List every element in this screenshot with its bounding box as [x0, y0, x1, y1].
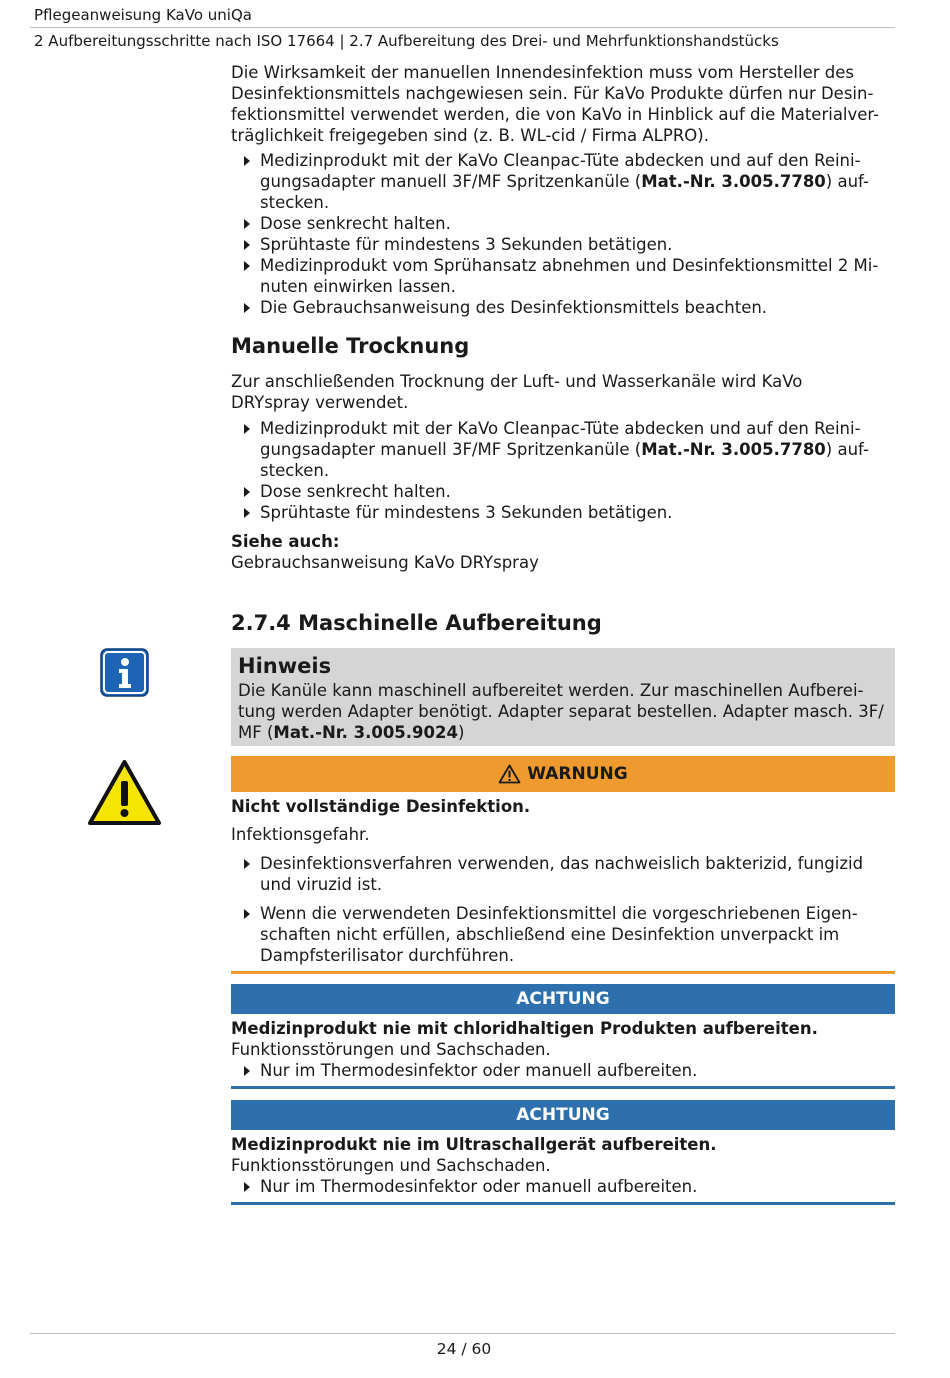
step-text: stecken.: [260, 193, 330, 212]
list-item: [231, 418, 895, 481]
intro-line: träglichkeit freigegeben sind (z. B. WL-cid / Firma ALPRO).: [231, 126, 709, 145]
caution-block-1: [231, 984, 895, 1089]
drying-line: DRYspray verwendet.: [231, 393, 409, 412]
hint-title: Hinweis: [238, 654, 332, 678]
list-item: [231, 481, 895, 502]
intro-line: Die Wirksamkeit der manuellen Innendesinfektion muss vom Hersteller des: [231, 63, 854, 82]
warning-bar: [231, 756, 895, 792]
caution-block-2: [231, 1100, 895, 1205]
step-text: Die Gebrauchsanweisung des Desinfektionsmittels beachten.: [260, 298, 768, 317]
step-text: und viruzid ist.: [260, 875, 383, 894]
intro-paragraph: [231, 62, 895, 146]
caution-end-rule: [231, 1202, 895, 1205]
drying-line: Zur anschließenden Trocknung der Luft- und Wasserkanäle wird KaVo: [231, 372, 803, 391]
step-text: ) auf-: [825, 440, 869, 459]
step-text: Dose senkrecht halten.: [260, 482, 451, 501]
document-title: Pflegeanweisung KaVo uniQa: [34, 6, 252, 24]
step-text: Medizinprodukt mit der KaVo Cleanpac-Tüte abdecken und auf den Reini-: [260, 151, 861, 170]
step-text: Nur im Thermodesinfektor oder manuell aufbereiten.: [260, 1177, 698, 1196]
caution-consequence: Funktionsstörungen und Sachschaden.: [231, 1040, 551, 1059]
warning-title: Nicht vollständige Desinfektion.: [231, 797, 531, 816]
footer-divider: [30, 1333, 895, 1334]
caution-label: ACHTUNG: [516, 989, 610, 1009]
drying-section: [231, 334, 895, 573]
machine-section-heading-wrap: [231, 611, 895, 635]
list-item: [231, 150, 895, 213]
drying-steps: [231, 418, 895, 523]
warning-steps: [231, 853, 895, 966]
hint-line: tung werden Adapter benötigt. Adapter separat bestellen. Adapter masch. 3F/: [238, 702, 884, 721]
step-text: Medizinprodukt mit der KaVo Cleanpac-Tüte abdecken und auf den Reini-: [260, 419, 861, 438]
hint-box: [231, 648, 895, 746]
step-text: Nur im Thermodesinfektor oder manuell aufbereiten.: [260, 1061, 698, 1080]
list-item: [231, 853, 895, 895]
caution-consequence: Funktionsstörungen und Sachschaden.: [231, 1156, 551, 1175]
intro-section: [231, 62, 895, 318]
list-item: [231, 1060, 895, 1081]
warning-triangle-icon: [87, 759, 162, 826]
list-item: [231, 213, 895, 234]
warning-end-rule: [231, 971, 895, 974]
warning-consequence: Infektionsgefahr.: [231, 825, 370, 844]
caution-end-rule: [231, 1086, 895, 1089]
step-text: Wenn die verwendeten Desinfektionsmittel die vorgeschriebenen Eigen-: [260, 904, 858, 923]
list-item: [231, 234, 895, 255]
warning-block: [231, 756, 895, 974]
drying-paragraph: [231, 371, 895, 413]
hint-line: Die Kanüle kann maschinell aufbereitet werden. Zur maschinellen Aufberei-: [238, 681, 864, 700]
article-number: Mat.-Nr. 3.005.7780: [641, 172, 826, 191]
step-text: Dose senkrecht halten.: [260, 214, 451, 233]
article-number: Mat.-Nr. 3.005.7780: [641, 440, 826, 459]
step-text: stecken.: [260, 461, 330, 480]
section-heading: 2.7.4 Maschinelle Aufbereitung: [231, 611, 602, 635]
intro-line: Desinfektionsmittels nachgewiesen sein. Für KaVo Produkte dürfen nur Desin-: [231, 84, 874, 103]
step-text: ) auf-: [825, 172, 869, 191]
hint-line: MF (: [238, 723, 274, 742]
list-item: [231, 297, 895, 318]
intro-line: fektionsmittel verwendet werden, die von KaVo in Hinblick auf die Materialver-: [231, 105, 880, 124]
step-text: Medizinprodukt vom Sprühansatz abnehmen und Desinfektionsmittel 2 Mi-: [260, 256, 879, 275]
list-item: [231, 255, 895, 297]
caution-title: Medizinprodukt nie im Ultraschallgerät aufbereiten.: [231, 1135, 717, 1154]
step-text: Sprühtaste für mindestens 3 Sekunden betätigen.: [260, 235, 673, 254]
page-number: 24 / 60: [436, 1340, 492, 1358]
list-item: [231, 903, 895, 966]
warning-label: WARNUNG: [527, 764, 628, 784]
step-text: Desinfektionsverfahren verwenden, das nachweislich bakterizid, fungizid: [260, 854, 864, 873]
step-text: nuten einwirken lassen.: [260, 277, 456, 296]
info-icon: [100, 648, 149, 697]
list-item: [231, 502, 895, 523]
hint-line: ): [457, 723, 465, 742]
see-also-link[interactable]: Gebrauchsanweisung KaVo DRYspray: [231, 553, 539, 572]
caution-bar: [231, 984, 895, 1014]
step-text: schaften nicht erfüllen, abschließend eine Desinfektion unverpackt im: [260, 925, 840, 944]
step-text: gungsadapter manuell 3F/MF Spritzenkanüle (: [260, 172, 642, 191]
caution-bar: [231, 1100, 895, 1130]
list-item: [231, 1176, 895, 1197]
caution-steps: [231, 1060, 895, 1081]
hint-text: [238, 680, 888, 743]
caution-title: Medizinprodukt nie mit chloridhaltigen Produkten aufbereiten.: [231, 1019, 818, 1038]
step-text: gungsadapter manuell 3F/MF Spritzenkanüle (: [260, 440, 642, 459]
warning-small-icon: [498, 764, 521, 784]
article-number: Mat.-Nr. 3.005.9024: [273, 723, 458, 742]
section-breadcrumb: 2 Aufbereitungsschritte nach ISO 17664 | 2.7 Aufbereitung des Drei- und Mehrfunktionshandstücks: [34, 32, 779, 50]
drying-heading: Manuelle Trocknung: [231, 334, 470, 358]
intro-steps: [231, 150, 895, 318]
caution-label: ACHTUNG: [516, 1105, 610, 1125]
step-text: Dampfsterilisator durchführen.: [260, 946, 515, 965]
hint-panel: [231, 648, 895, 746]
see-also-label: Siehe auch:: [231, 532, 340, 551]
header-divider: [30, 27, 895, 28]
caution-steps: [231, 1176, 895, 1197]
step-text: Sprühtaste für mindestens 3 Sekunden betätigen.: [260, 503, 673, 522]
